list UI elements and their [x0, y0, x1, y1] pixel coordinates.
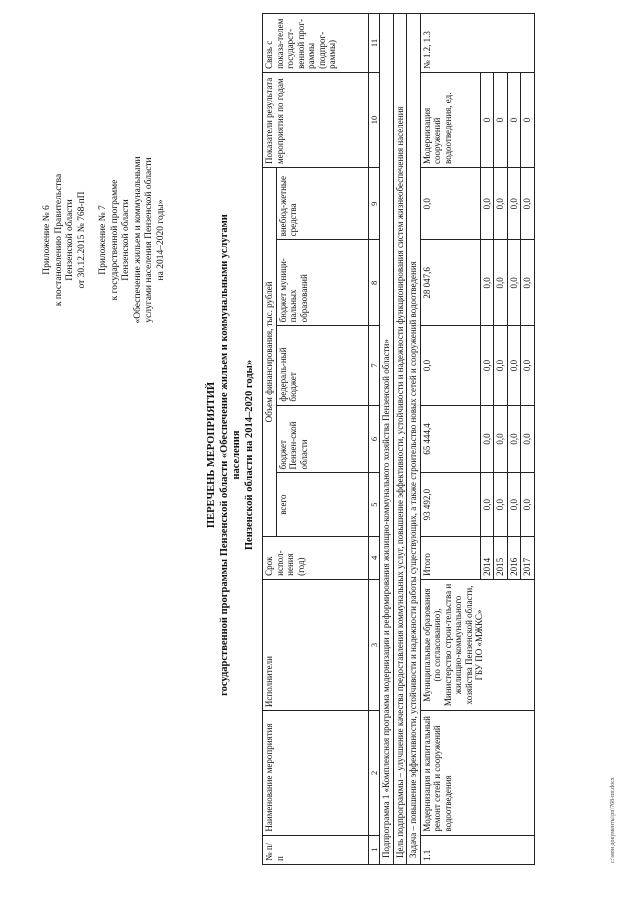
row-indicator: 0 — [507, 72, 521, 167]
appendix-7-line: к государственной программе — [109, 179, 120, 301]
row-municipal: 0,0 — [494, 240, 508, 326]
header-name: Наименование мероприятия — [263, 711, 369, 835]
header-regional: бюджет Пензен-ской области — [276, 405, 368, 473]
row-total: 0,0 — [494, 473, 508, 536]
row-extra: 0,0 — [420, 167, 480, 239]
row-federal: 0,0 — [420, 326, 480, 405]
appendix-7-header — [98, 120, 167, 360]
row-name: Модернизация и капитальный ремонт сетей и сооружений водоотведения — [420, 711, 534, 835]
row-extra: 0,0 — [507, 167, 521, 239]
task-row — [407, 14, 421, 865]
subprogram-goal: Цель подпрограммы – улучшение качества предоставления коммунальных услуг, повышение эффективности, устойчивости и надежности функционирования систем жизнеобеспечения населения — [393, 14, 407, 865]
row-federal: 0,0 — [480, 326, 494, 405]
col-index: 2 — [368, 711, 380, 835]
column-index-row — [368, 14, 380, 865]
col-index: 1 — [368, 835, 380, 864]
appendix-7-line: Приложение № 7 — [98, 205, 108, 275]
row-federal: 0,0 — [494, 326, 508, 405]
header-extrabudget: внебюд-жетные средства — [276, 167, 368, 239]
row-year: 2014 — [480, 536, 494, 579]
header-municipal: бюджет муници-пальных образований — [276, 240, 368, 326]
header-federal: федераль-ный бюджет — [276, 326, 368, 405]
header-link: Связь с показа-телем государст-венной прог-раммы (подпрог-раммы) — [263, 14, 369, 73]
appendix-6-line: Пензенской области — [65, 199, 75, 281]
table-row — [420, 14, 480, 865]
row-indicator-label: Модернизация сооружений водоотведения, ед. — [420, 72, 480, 167]
row-link: № 1.2, 1.3 — [420, 14, 534, 73]
header-num: № п/п — [263, 835, 369, 864]
row-total: 0,0 — [480, 473, 494, 536]
appendix-6-line: к постановлению Правительства — [53, 173, 64, 307]
appendix-6-header — [42, 135, 88, 345]
document-title — [206, 195, 256, 715]
appendix-6-line: от 30.12.2015 № 768-пП — [76, 191, 87, 289]
row-total: 93 492,0 — [420, 473, 480, 536]
row-indicator: 0 — [494, 72, 508, 167]
col-index: 11 — [368, 14, 380, 73]
header-total: всего — [276, 473, 368, 536]
row-regional: 0,0 — [494, 405, 508, 473]
appendix-7-line: Пензенской области — [121, 199, 131, 281]
row-year: 2016 — [507, 536, 521, 579]
appendix-6-line: Приложение № 6 — [42, 205, 52, 275]
row-total: 0,0 — [507, 473, 521, 536]
appendix-7-line: услугами населения Пензенской области — [144, 157, 154, 323]
col-index: 6 — [368, 405, 380, 473]
row-regional: 0,0 — [507, 405, 521, 473]
row-municipal: 0,0 — [507, 240, 521, 326]
row-executors: Муниципальные образования (по согласованию), Министерство строи-тельства и жилищно-коммунального хозяйства Пензенской области, ГБУ ПО «МЖКС» — [420, 579, 534, 710]
subprogram-row — [380, 14, 394, 865]
title-line-2: государственной программы Пензенской области «Обеспечение жильем и коммунальными услугами населения — [218, 214, 242, 696]
row-extra: 0,0 — [494, 167, 508, 239]
row-year: Итого — [420, 536, 480, 579]
row-indicator: 0 — [480, 72, 494, 167]
col-index: 5 — [368, 473, 380, 536]
row-federal: 0,0 — [507, 326, 521, 405]
row-num: 1.1 — [420, 835, 534, 864]
goal-row — [393, 14, 407, 865]
row-indicator: 0 — [521, 72, 535, 167]
row-extra: 0,0 — [521, 167, 535, 239]
row-municipal: 0,0 — [521, 240, 535, 326]
row-municipal: 0,0 — [480, 240, 494, 326]
row-regional: 0,0 — [480, 405, 494, 473]
subprogram-task: Задача – повышение эффективности, устойчивости и надежности работы существующих, а также строительство новых сетей и сооружений водоотведения — [407, 14, 421, 865]
title-line-1: ПЕРЕЧЕНЬ МЕРОПРИЯТИЙ — [206, 381, 217, 529]
col-index: 8 — [368, 240, 380, 326]
col-index: 9 — [368, 167, 380, 239]
row-municipal: 28 047,6 — [420, 240, 480, 326]
header-executors: Исполнители — [263, 579, 369, 710]
appendix-7-line: «Обеспечение жильем и коммунальными — [132, 156, 143, 324]
row-regional: 65 444,4 — [420, 405, 480, 473]
col-index: 3 — [368, 579, 380, 710]
subprogram-title: Подпрограмма 1 «Комплексная программа модернизации и реформирования жилищно-коммунального хозяйства Пензенской области» — [380, 14, 394, 865]
row-extra: 0,0 — [480, 167, 494, 239]
row-regional: 0,0 — [521, 405, 535, 473]
header-term: Срок испол-нения (год) — [263, 536, 369, 579]
row-year: 2017 — [521, 536, 535, 579]
col-index: 4 — [368, 536, 380, 579]
title-line-3: Пензенской области на 2014–2020 годы» — [243, 359, 255, 551]
header-row — [263, 14, 277, 865]
col-index: 7 — [368, 326, 380, 405]
col-index: 10 — [368, 72, 380, 167]
row-total: 0,0 — [521, 473, 535, 536]
file-path-footer: c:\мои документы\рп\768-пп.docx — [610, 777, 616, 863]
measures-table — [262, 13, 535, 865]
header-finance-group: Объем финансирования, тыс. рублей — [263, 167, 277, 536]
row-year: 2015 — [494, 536, 508, 579]
row-federal: 0,0 — [521, 326, 535, 405]
appendix-7-line: на 2014–2020 годы» — [155, 199, 166, 281]
header-indicator: Показатели результата мероприятия по годам — [263, 72, 369, 167]
